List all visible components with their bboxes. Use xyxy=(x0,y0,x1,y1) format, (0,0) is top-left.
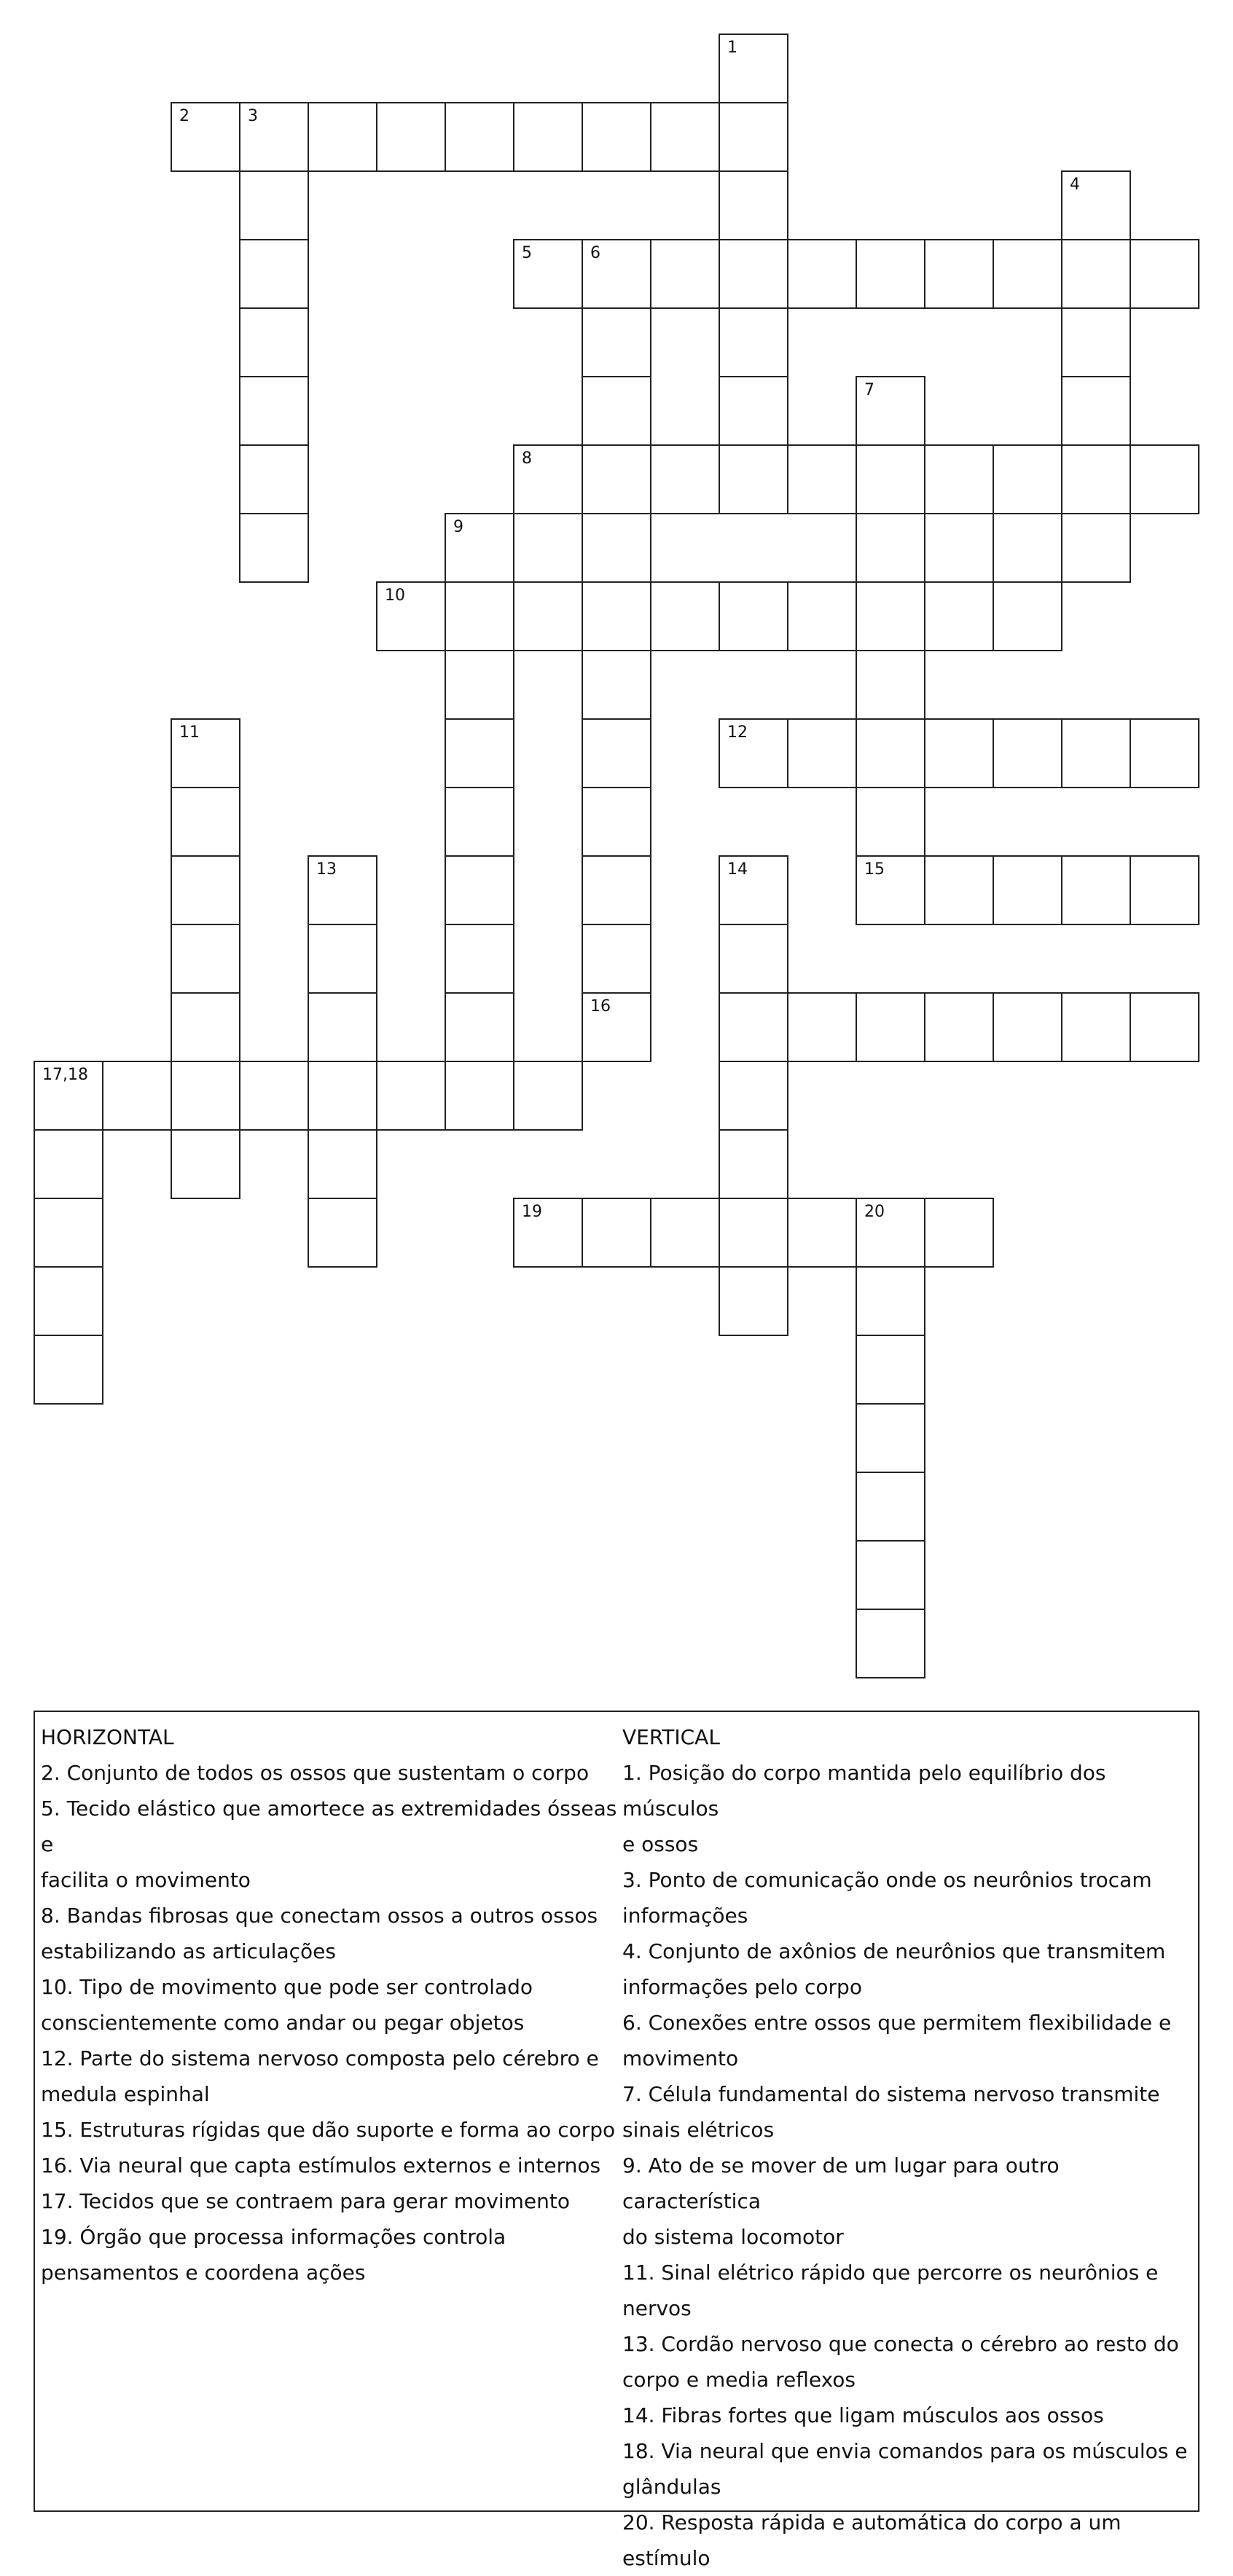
grid-cell[interactable] xyxy=(650,444,720,514)
grid-cell[interactable] xyxy=(239,102,309,172)
clue-number: 8 xyxy=(522,449,532,468)
grid-cell[interactable] xyxy=(719,581,788,651)
grid-cell[interactable] xyxy=(34,1198,103,1268)
clue-line: 19. Órgão que processa informações controla xyxy=(41,2225,506,2249)
clue-number: 6 xyxy=(590,244,600,262)
grid-cell[interactable] xyxy=(239,239,309,309)
grid-cell[interactable] xyxy=(582,924,651,994)
grid-cell[interactable] xyxy=(650,102,720,172)
grid-cell[interactable] xyxy=(787,581,857,651)
grid-cell[interactable] xyxy=(1130,718,1199,788)
grid-cell[interactable] xyxy=(171,718,240,788)
grid-cell[interactable] xyxy=(787,1198,857,1268)
grid-cell[interactable] xyxy=(376,1061,446,1131)
grid-cell[interactable] xyxy=(856,787,925,857)
grid-cell[interactable] xyxy=(719,1129,788,1199)
grid-cell[interactable] xyxy=(787,718,857,788)
grid-cell[interactable] xyxy=(582,102,651,172)
grid-cell[interactable] xyxy=(1061,170,1131,240)
grid-cell[interactable] xyxy=(993,581,1062,651)
grid-cell[interactable] xyxy=(513,581,583,651)
grid-cell[interactable] xyxy=(856,1403,925,1473)
grid-cell[interactable] xyxy=(1130,992,1199,1062)
clue-line: 9. Ato de se mover de um lugar para outro característica xyxy=(622,2153,1060,2213)
clue-number: 4 xyxy=(1070,176,1080,194)
grid-cell[interactable] xyxy=(1061,992,1131,1062)
grid-cell[interactable] xyxy=(376,102,446,172)
grid-cell[interactable] xyxy=(239,513,309,583)
grid-cell[interactable] xyxy=(1130,444,1199,514)
clue-number: 7 xyxy=(864,381,874,399)
grid-cell[interactable] xyxy=(924,1198,994,1268)
clue-line: corpo e media reflexos xyxy=(622,2368,856,2392)
grid-cell[interactable] xyxy=(856,1198,925,1268)
grid-cell[interactable] xyxy=(1061,239,1131,309)
grid-cell[interactable] xyxy=(445,855,514,925)
grid-cell[interactable] xyxy=(308,102,377,172)
clue-number: 14 xyxy=(727,860,748,879)
clue-number: 5 xyxy=(522,244,532,262)
grid-cell[interactable] xyxy=(513,1061,583,1131)
grid-cell[interactable] xyxy=(719,855,788,925)
grid-cell[interactable] xyxy=(856,1266,925,1336)
clues-box xyxy=(34,1711,1199,2570)
grid-cell[interactable] xyxy=(582,855,651,925)
grid-cell[interactable] xyxy=(993,239,1062,309)
clue-line: do sistema locomotor xyxy=(622,2225,844,2249)
grid-cell[interactable] xyxy=(239,307,309,377)
grid-cell[interactable] xyxy=(650,1198,720,1268)
grid-cell[interactable] xyxy=(1061,307,1131,377)
vertical-clues xyxy=(622,1719,1198,2576)
grid-cell[interactable] xyxy=(308,1129,377,1199)
grid-cell[interactable] xyxy=(513,1198,583,1268)
grid-cell[interactable] xyxy=(308,1061,377,1131)
grid-cell[interactable] xyxy=(924,855,994,925)
grid-cell[interactable] xyxy=(856,513,925,583)
clue-number: 10 xyxy=(385,586,405,605)
grid-cell[interactable] xyxy=(856,718,925,788)
grid-cell[interactable] xyxy=(719,307,788,377)
grid-cell[interactable] xyxy=(171,992,240,1062)
clue-line: facilita o movimento xyxy=(41,1868,251,1892)
clue-line: glândulas xyxy=(622,2475,721,2499)
horizontal-title: HORIZONTAL xyxy=(41,1725,174,1749)
vertical-title: VERTICAL xyxy=(622,1725,720,1749)
grid-cell[interactable] xyxy=(582,581,651,651)
grid-cell[interactable] xyxy=(308,1198,377,1268)
grid-cell[interactable] xyxy=(1130,855,1199,925)
clue-line: informações pelo corpo xyxy=(622,1975,862,1999)
grid-cell[interactable] xyxy=(582,718,651,788)
grid-cell[interactable] xyxy=(513,444,583,514)
grid-cell[interactable] xyxy=(924,992,994,1062)
grid-cell[interactable] xyxy=(171,924,240,994)
grid-cell[interactable] xyxy=(856,239,925,309)
clue-line: e ossos xyxy=(622,1832,699,1856)
grid-cell[interactable] xyxy=(856,1472,925,1542)
grid-cell[interactable] xyxy=(650,239,720,309)
clue-line: 4. Conjunto de axônios de neurônios que transmitem xyxy=(622,1939,1166,1963)
grid-cell[interactable] xyxy=(719,1061,788,1131)
grid-cell[interactable] xyxy=(582,787,651,857)
clue-line: 12. Parte do sistema nervoso composta pelo cérebro e xyxy=(41,2046,599,2070)
grid-cell[interactable] xyxy=(719,376,788,446)
clue-line: 16. Via neural que capta estímulos externos e internos xyxy=(41,2153,601,2178)
grid-cell[interactable] xyxy=(856,855,925,925)
clue-number: 13 xyxy=(316,860,337,879)
grid-cell[interactable] xyxy=(582,307,651,377)
grid-cell[interactable] xyxy=(34,1129,103,1199)
grid-cell[interactable] xyxy=(856,581,925,651)
grid-cell[interactable] xyxy=(102,1061,172,1131)
grid-cell[interactable] xyxy=(719,718,788,788)
grid-cell[interactable] xyxy=(445,787,514,857)
grid-cell[interactable] xyxy=(1061,376,1131,446)
grid-cell[interactable] xyxy=(993,444,1062,514)
clue-line: sinais elétricos xyxy=(622,2118,775,2142)
clue-number: 17,18 xyxy=(42,1066,88,1084)
grid-cell[interactable] xyxy=(719,1266,788,1336)
grid-cell[interactable] xyxy=(1061,513,1131,583)
grid-cell[interactable] xyxy=(650,581,720,651)
grid-cell[interactable] xyxy=(239,170,309,240)
clue-number: 2 xyxy=(179,107,189,125)
grid-cell[interactable] xyxy=(993,718,1062,788)
grid-cell[interactable] xyxy=(1130,239,1199,309)
grid-cell[interactable] xyxy=(719,239,788,309)
clue-line: conscientemente como andar ou pegar objetos xyxy=(41,2011,525,2035)
grid-cell[interactable] xyxy=(171,855,240,925)
grid-cell[interactable] xyxy=(787,992,857,1062)
grid-cell[interactable] xyxy=(924,513,994,583)
clue-line: 10. Tipo de movimento que pode ser controlado xyxy=(41,1975,533,1999)
grid-cell[interactable] xyxy=(445,718,514,788)
clue-line: medula espinhal xyxy=(41,2082,210,2106)
grid-cell[interactable] xyxy=(719,924,788,994)
grid-cell[interactable] xyxy=(719,992,788,1062)
grid-cell[interactable] xyxy=(445,581,514,651)
clue-number: 12 xyxy=(727,723,748,742)
grid-cell[interactable] xyxy=(856,650,925,720)
clue-number: 1 xyxy=(727,39,737,57)
grid-cell[interactable] xyxy=(787,239,857,309)
clue-number: 9 xyxy=(453,518,463,536)
clue-number: 11 xyxy=(179,723,200,742)
clue-line: 2. Conjunto de todos os ossos que sustentam o corpo xyxy=(41,1761,590,1785)
grid-cell[interactable] xyxy=(856,444,925,514)
horizontal-clue-list xyxy=(41,1755,624,2290)
clue-line: estabilizando as articulações xyxy=(41,1939,336,1963)
grid-cell[interactable] xyxy=(993,513,1062,583)
clue-line: 13. Cordão nervoso que conecta o cérebro ao resto do xyxy=(622,2332,1179,2356)
grid-cell[interactable] xyxy=(582,376,651,446)
grid-cell[interactable] xyxy=(582,992,651,1062)
grid-cell[interactable] xyxy=(445,924,514,994)
grid-cell[interactable] xyxy=(582,650,651,720)
clue-line: 11. Sinal elétrico rápido que percorre os neurônios e xyxy=(622,2261,1159,2285)
grid-cell[interactable] xyxy=(856,1609,925,1678)
grid-cell[interactable] xyxy=(993,992,1062,1062)
clue-number: 20 xyxy=(864,1203,885,1221)
grid-cell[interactable] xyxy=(239,444,309,514)
clue-line: 14. Fibras fortes que ligam músculos aos ossos xyxy=(622,2403,1104,2427)
grid-cell[interactable] xyxy=(924,581,994,651)
grid-cell[interactable] xyxy=(308,924,377,994)
grid-cell[interactable] xyxy=(719,102,788,172)
grid-cell[interactable] xyxy=(856,1540,925,1610)
grid-cell[interactable] xyxy=(34,1061,103,1131)
clue-line: 3. Ponto de comunicação onde os neurônios trocam xyxy=(622,1868,1152,1892)
grid-cell[interactable] xyxy=(171,787,240,857)
clue-line: 18. Via neural que envia comandos para os músculos e xyxy=(622,2439,1188,2463)
grid-cell[interactable] xyxy=(445,650,514,720)
grid-cell[interactable] xyxy=(513,239,583,309)
clue-line: 8. Bandas fibrosas que conectam ossos a outros ossos xyxy=(41,1904,598,1928)
clue-line: 15. Estruturas rígidas que dão suporte e forma ao corpo xyxy=(41,2118,616,2142)
grid-cell[interactable] xyxy=(1061,718,1131,788)
grid-cell[interactable] xyxy=(445,513,514,583)
clue-line: movimento xyxy=(622,2046,739,2070)
grid-cell[interactable] xyxy=(582,444,651,514)
clue-number: 15 xyxy=(864,860,885,879)
grid-cell[interactable] xyxy=(1061,855,1131,925)
grid-cell[interactable] xyxy=(582,239,651,309)
grid-cell[interactable] xyxy=(582,513,651,583)
grid-cell[interactable] xyxy=(719,170,788,240)
grid-cell[interactable] xyxy=(787,444,857,514)
horizontal-clues xyxy=(41,1719,624,2290)
clue-number: 19 xyxy=(522,1203,542,1221)
grid-cell[interactable] xyxy=(993,855,1062,925)
grid-cell[interactable] xyxy=(924,444,994,514)
grid-cell[interactable] xyxy=(34,1266,103,1336)
clue-line: 7. Célula fundamental do sistema nervoso transmite xyxy=(622,2082,1160,2106)
grid-cell[interactable] xyxy=(856,992,925,1062)
grid-cell[interactable] xyxy=(308,992,377,1062)
grid-cell[interactable] xyxy=(171,1129,240,1199)
clue-line: 17. Tecidos que se contraem para gerar movimento xyxy=(41,2189,570,2213)
grid-cell[interactable] xyxy=(376,581,446,651)
clue-number: 16 xyxy=(590,997,611,1016)
grid-cell[interactable] xyxy=(856,1335,925,1405)
clue-line: informações xyxy=(622,1904,748,1928)
clue-line: 6. Conexões entre ossos que permitem flexibilidade e xyxy=(622,2011,1172,2035)
grid-cell[interactable] xyxy=(445,102,514,172)
grid-cell[interactable] xyxy=(171,102,240,172)
clue-line: 5. Tecido elástico que amortece as extremidades ósseas e xyxy=(41,1796,617,1856)
grid-cell[interactable] xyxy=(445,992,514,1062)
clue-line: nervos xyxy=(622,2296,692,2320)
vertical-clue-list xyxy=(622,1755,1198,2576)
clue-line: 20. Resposta rápida e automática do corpo a um estímulo xyxy=(622,2510,1122,2570)
grid-cell[interactable] xyxy=(239,376,309,446)
grid-cell[interactable] xyxy=(171,1061,240,1131)
grid-cell[interactable] xyxy=(719,1198,788,1268)
grid-cell[interactable] xyxy=(513,513,583,583)
clue-line: pensamentos e coordena ações xyxy=(41,2261,366,2285)
grid-cell[interactable] xyxy=(582,1198,651,1268)
grid-cell[interactable] xyxy=(856,376,925,446)
grid-cell[interactable] xyxy=(924,718,994,788)
clue-number: 3 xyxy=(248,107,258,125)
grid-cell[interactable] xyxy=(239,1061,309,1131)
grid-cell[interactable] xyxy=(34,1335,103,1405)
grid-cell[interactable] xyxy=(719,444,788,514)
grid-cell[interactable] xyxy=(308,855,377,925)
grid-cell[interactable] xyxy=(513,102,583,172)
grid-cell[interactable] xyxy=(445,1061,514,1131)
clue-line: 1. Posição do corpo mantida pelo equilíbrio dos músculos xyxy=(622,1761,1106,1821)
grid-cell[interactable] xyxy=(1061,444,1131,514)
grid-cell[interactable] xyxy=(924,239,994,309)
grid-cell[interactable] xyxy=(719,34,788,103)
